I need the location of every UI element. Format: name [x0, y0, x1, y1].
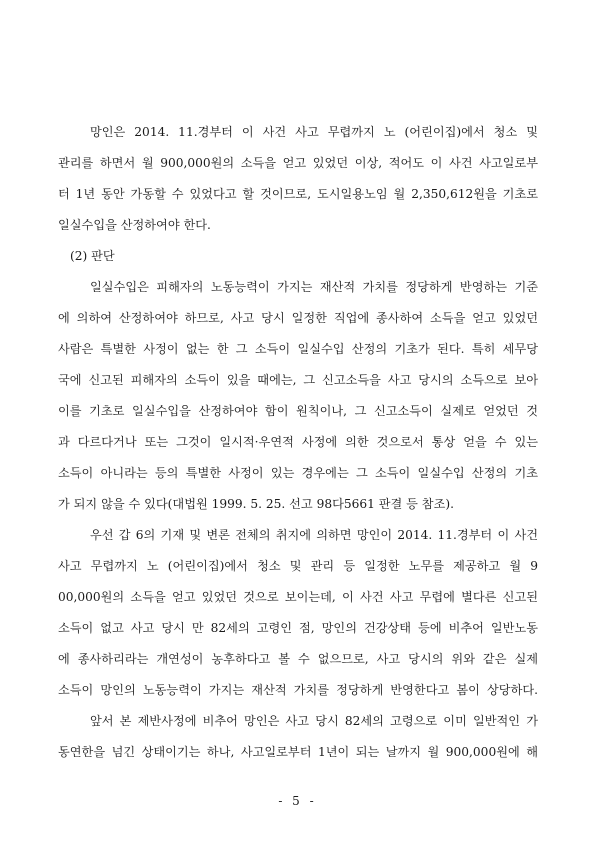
paragraph-line: 이를 기초로 일실수입을 산정하여야 함이 원칙이나, 그 신고소득이 실제로 얻었던 것: [58, 404, 538, 418]
paragraph-line: 소득이 아니라는 등의 특별한 사정이 있는 경우에는 그 소득이 일실수입 산정의 기초: [58, 466, 538, 480]
paragraph-line: 일실수입은 피해자의 노동능력이 가지는 재산적 가치를 정당하게 반영하는 기준: [90, 280, 538, 294]
paragraph-line: 과 다르다거나 또는 그것이 일시적·우연적 사정에 의한 것으로서 통상 얻을 수 있는: [58, 435, 538, 449]
paragraph-line: 앞서 본 제반사정에 비추어 망인은 사고 당시 82세의 고령으로 이미 일반적인 가: [90, 714, 538, 728]
paragraph-line: 에 의하여 산정하여야 하므로, 사고 당시 일정한 직업에 종사하여 소득을 얻고 있었던: [58, 311, 538, 325]
page-number: - 5 -: [278, 794, 317, 808]
paragraph-line: 국에 신고된 피해자의 소득이 있을 때에는, 그 신고소득을 사고 당시의 소득으로 보아: [58, 373, 538, 387]
paragraph-line: 사고 무렵까지 노 (어린이집)에서 청소 및 관리 등 일정한 노무를 제공하고 월 9: [58, 559, 538, 573]
paragraph-line: 에 종사하리라는 개연성이 농후하다고 볼 수 없으므로, 사고 당시의 위와 같은 실제: [58, 652, 538, 666]
paragraph-line: 사람은 특별한 사정이 없는 한 그 소득이 일실수입 산정의 기초가 된다. 특히 세무당: [58, 342, 538, 356]
paragraph-line: 망인은 2014. 11.경부터 이 사건 사고 무렵까지 노 (어린이집)에서 청소 및: [90, 125, 538, 139]
paragraph-line: 소득이 망인의 노동능력이 가지는 재산적 가치를 정당하게 반영한다고 봄이 상당하다.: [58, 683, 538, 697]
paragraph-line: 일실수입을 산정하여야 한다.: [58, 218, 211, 232]
paragraph-line: 동연한을 넘긴 상태이기는 하나, 사고일로부터 1년이 되는 날까지 월 900,000원에 해: [58, 745, 538, 759]
paragraph-line: 우선 갑 6의 기재 및 변론 전체의 취지에 의하면 망인이 2014. 11.경부터 이 사건: [90, 528, 538, 542]
paragraph-line: 가 되지 않을 수 있다(대법원 1999. 5. 25. 선고 98다5661 판결 등 참조).: [58, 497, 454, 511]
paragraph-line: 00,000원의 소득을 얻고 있었던 것으로 보이는데, 이 사건 사고 무렵에 별다른 신고된: [58, 590, 538, 604]
paragraph-line: 관리를 하면서 월 900,000원의 소득을 얻고 있었던 이상, 적어도 이 사건 사고일로부: [58, 156, 538, 170]
section-heading: (2) 판단: [70, 249, 115, 263]
paragraph-line: 소득이 없고 사고 당시 만 82세의 고령인 점, 망인의 건강상태 등에 비추어 일반노동: [58, 621, 538, 635]
paragraph-line: 터 1년 동안 가동할 수 있었다고 할 것이므로, 도시일용노임 월 2,350,612원을 기초로: [58, 187, 538, 201]
